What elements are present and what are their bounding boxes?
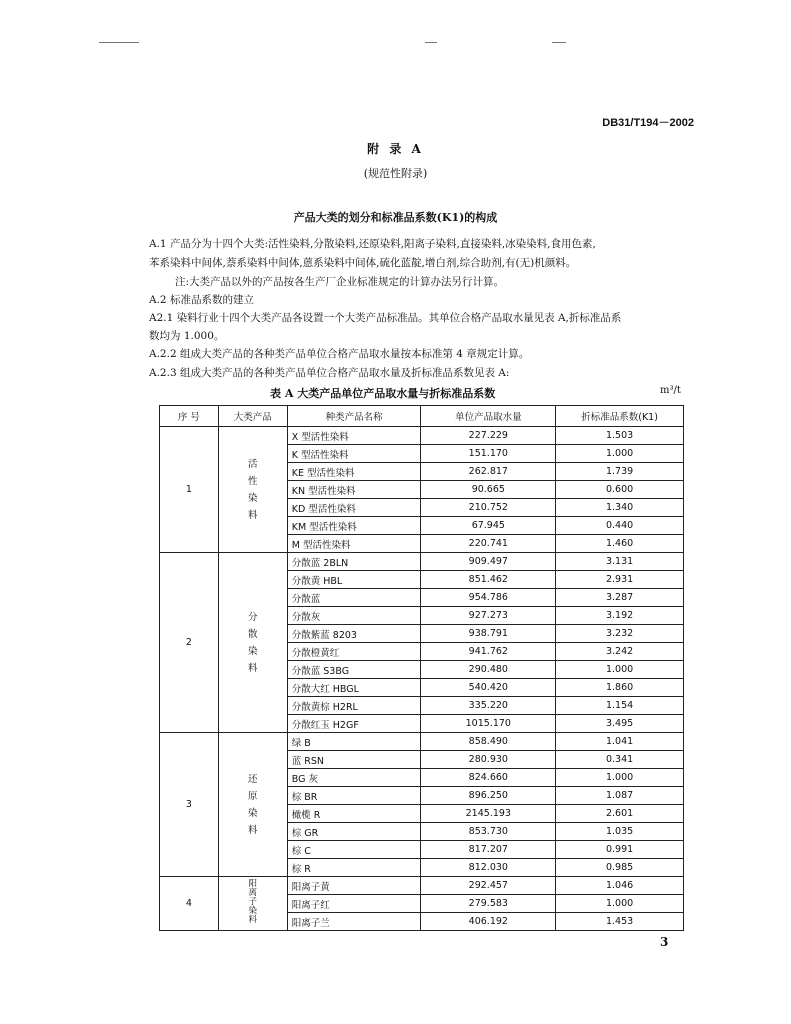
table-header-row <box>160 406 684 427</box>
conversion-coef: 1.460 <box>556 535 684 553</box>
water-intake: 1015.170 <box>421 715 556 733</box>
conversion-coef: 1.000 <box>556 445 684 463</box>
group-category-label: 分散染料 <box>248 611 258 674</box>
conversion-coef: 2.601 <box>556 805 684 823</box>
table-body <box>160 427 684 931</box>
product-name: 棕 GR <box>287 823 421 841</box>
scan-mark <box>99 42 139 43</box>
group-category <box>218 427 287 553</box>
water-intake: 292.457 <box>421 877 556 895</box>
water-intake: 954.786 <box>421 589 556 607</box>
header-product: 种类产品名称 <box>287 406 421 427</box>
conversion-coef: 3.232 <box>556 625 684 643</box>
paragraph-a1-line1: A.1 产品分为十四个大类:活性染料,分散染料,还原染料,阳离子染料,直接染料,冰染染料,食用色素, <box>149 238 596 250</box>
paragraph-a21-line2: 数均为 1.000。 <box>149 330 225 342</box>
water-intake: 210.752 <box>421 499 556 517</box>
conversion-coef: 3.287 <box>556 589 684 607</box>
standard-number: DB31/T194－2002 <box>602 117 694 129</box>
product-name: 蓝 RSN <box>287 751 421 769</box>
product-name: BG 灰 <box>287 769 421 787</box>
water-intake: 406.192 <box>421 913 556 931</box>
scan-mark <box>552 42 566 43</box>
product-name: 分散红玉 H2GF <box>287 715 421 733</box>
paragraph-a22: A.2.2 组成大类产品的各种类产品单位合格产品取水量按本标准第 4 章规定计算。 <box>149 348 530 360</box>
conversion-coef: 0.985 <box>556 859 684 877</box>
product-name: 分散橙黄红 <box>287 643 421 661</box>
product-name: KD 型活性染料 <box>287 499 421 517</box>
product-name: 橄榄 R <box>287 805 421 823</box>
conversion-coef: 1.000 <box>556 895 684 913</box>
product-name: 分散黄棕 H2RL <box>287 697 421 715</box>
product-name: 分散灰 <box>287 607 421 625</box>
conversion-coef: 3.192 <box>556 607 684 625</box>
water-intake: 896.250 <box>421 787 556 805</box>
table-row <box>160 733 684 751</box>
group-seq: 3 <box>160 733 219 877</box>
conversion-coef: 1.041 <box>556 733 684 751</box>
product-name: 分散蓝 S3BG <box>287 661 421 679</box>
header-category: 大类产品 <box>218 406 287 427</box>
section-title: 产品大类的划分和标准品系数(K1)的构成 <box>293 211 498 224</box>
page-number: 3 <box>660 935 669 949</box>
product-name: 绿 B <box>287 733 421 751</box>
table-row <box>160 427 684 445</box>
header-water: 单位产品取水量 <box>421 406 556 427</box>
water-intake: 2145.193 <box>421 805 556 823</box>
group-category <box>218 733 287 877</box>
product-name: 分散紫蓝 8203 <box>287 625 421 643</box>
water-intake: 540.420 <box>421 679 556 697</box>
conversion-coef: 3.495 <box>556 715 684 733</box>
table-unit: m³/t <box>660 385 681 396</box>
water-intake: 280.930 <box>421 751 556 769</box>
water-intake: 853.730 <box>421 823 556 841</box>
product-name: 阳离子兰 <box>287 913 421 931</box>
conversion-coef: 1.035 <box>556 823 684 841</box>
product-name: K 型活性染料 <box>287 445 421 463</box>
water-intake: 858.490 <box>421 733 556 751</box>
conversion-coef: 1.503 <box>556 427 684 445</box>
paragraph-a2: A.2 标准品系数的建立 <box>149 294 254 306</box>
conversion-coef: 3.242 <box>556 643 684 661</box>
water-intake: 67.945 <box>421 517 556 535</box>
product-name: 阳离子红 <box>287 895 421 913</box>
water-intake: 279.583 <box>421 895 556 913</box>
group-seq: 2 <box>160 553 219 733</box>
conversion-coef: 1.154 <box>556 697 684 715</box>
product-name: 阳离子黄 <box>287 877 421 895</box>
paragraph-a23: A.2.3 组成大类产品的各种类产品单位合格产品取水量及折标准品系数见表 A: <box>149 367 510 379</box>
conversion-coef: 1.000 <box>556 661 684 679</box>
product-name: 棕 C <box>287 841 421 859</box>
conversion-coef: 1.340 <box>556 499 684 517</box>
conversion-coef: 0.600 <box>556 481 684 499</box>
paragraph-a1-line2: 苯系染料中间体,萘系染料中间体,蒽系染料中间体,硫化蓝靛,增白剂,综合助剂,有(无)机颜料。 <box>149 257 577 269</box>
water-intake: 941.762 <box>421 643 556 661</box>
table-row <box>160 553 684 571</box>
group-seq: 1 <box>160 427 219 553</box>
appendix-subtitle: (规范性附录) <box>363 167 428 180</box>
water-intake: 909.497 <box>421 553 556 571</box>
water-intake: 817.207 <box>421 841 556 859</box>
paragraph-a21-line1: A2.1 染料行业十四个大类产品各设置一个大类产品标准品。其单位合格产品取水量见表 A,折标准品系 <box>149 312 622 324</box>
scan-mark <box>425 42 437 43</box>
product-name: KE 型活性染料 <box>287 463 421 481</box>
note: 注:大类产品以外的产品按各生产厂企业标准规定的计算办法另行计算。 <box>175 276 505 288</box>
water-intake: 151.170 <box>421 445 556 463</box>
group-seq: 4 <box>160 877 219 931</box>
water-intake: 812.030 <box>421 859 556 877</box>
product-name: KN 型活性染料 <box>287 481 421 499</box>
water-intake: 290.480 <box>421 661 556 679</box>
header-coef: 折标准品系数(K1) <box>556 406 684 427</box>
product-name: X 型活性染料 <box>287 427 421 445</box>
conversion-coef: 0.440 <box>556 517 684 535</box>
group-category-label: 还原染料 <box>248 773 258 836</box>
group-category <box>218 877 287 931</box>
conversion-coef: 1.860 <box>556 679 684 697</box>
product-name: 棕 R <box>287 859 421 877</box>
water-intake: 335.220 <box>421 697 556 715</box>
product-name: KM 型活性染料 <box>287 517 421 535</box>
water-intake: 227.229 <box>421 427 556 445</box>
product-name: 棕 BR <box>287 787 421 805</box>
conversion-coef: 0.341 <box>556 751 684 769</box>
product-name: 分散大红 HBGL <box>287 679 421 697</box>
group-category-label: 阳离子染料 <box>248 878 258 925</box>
group-category-label: 活性染料 <box>248 458 258 521</box>
data-table <box>159 405 684 931</box>
conversion-coef: 1.739 <box>556 463 684 481</box>
water-intake: 824.660 <box>421 769 556 787</box>
conversion-coef: 1.453 <box>556 913 684 931</box>
water-intake: 220.741 <box>421 535 556 553</box>
header-seq: 序 号 <box>160 406 219 427</box>
group-category <box>218 553 287 733</box>
conversion-coef: 1.000 <box>556 769 684 787</box>
water-intake: 938.791 <box>421 625 556 643</box>
conversion-coef: 3.131 <box>556 553 684 571</box>
product-name: 分散蓝 <box>287 589 421 607</box>
conversion-coef: 1.046 <box>556 877 684 895</box>
product-name: M 型活性染料 <box>287 535 421 553</box>
product-name: 分散蓝 2BLN <box>287 553 421 571</box>
appendix-title: 附 录 A <box>367 142 424 156</box>
table-row <box>160 877 684 895</box>
conversion-coef: 0.991 <box>556 841 684 859</box>
water-intake: 851.462 <box>421 571 556 589</box>
conversion-coef: 2.931 <box>556 571 684 589</box>
product-name: 分散黄 HBL <box>287 571 421 589</box>
conversion-coef: 1.087 <box>556 787 684 805</box>
water-intake: 927.273 <box>421 607 556 625</box>
table-caption: 表 A 大类产品单位产品取水量与折标准品系数 <box>270 387 496 400</box>
water-intake: 262.817 <box>421 463 556 481</box>
water-intake: 90.665 <box>421 481 556 499</box>
